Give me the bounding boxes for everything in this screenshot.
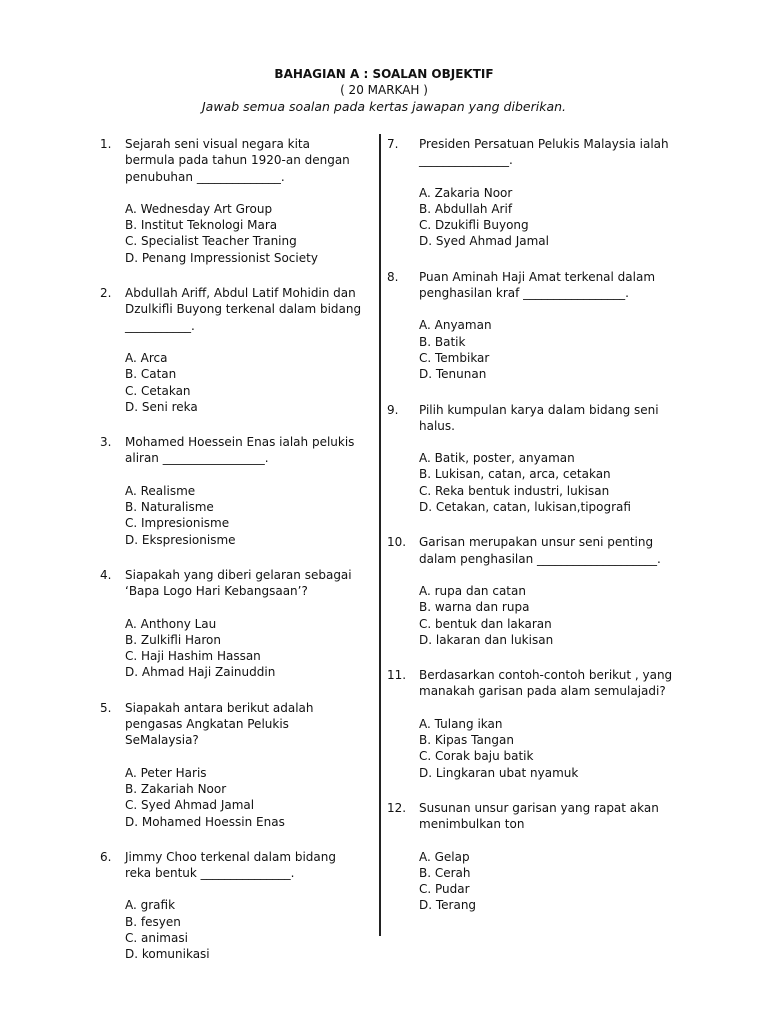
option-a: A. Wednesday Art Group xyxy=(125,201,273,216)
option-c: C. Specialist Teacher Traning xyxy=(125,234,297,249)
option-a: A. Anyaman xyxy=(419,318,492,333)
option-a: A. Realisme xyxy=(125,483,196,498)
option-d: D. Syed Ahmad Jamal xyxy=(419,234,549,249)
question-3 xyxy=(100,434,362,548)
option-d: D. Tenunan xyxy=(419,367,487,382)
option-b: B. Institut Teknologi Mara xyxy=(125,218,278,233)
option-c: C. Reka bentuk industri, lukisan xyxy=(419,483,610,498)
question-number: 9. xyxy=(387,402,399,417)
question-number: 10. xyxy=(387,535,407,550)
option-d: D. Ahmad Haji Zainuddin xyxy=(125,665,276,680)
option-a: A. Batik, poster, anyaman xyxy=(419,451,575,466)
option-b: B. Batik xyxy=(419,334,466,349)
question-text: Mohamed Hoessein Enas ialah pelukis aliran _________________. xyxy=(125,435,355,466)
question-10 xyxy=(387,534,687,648)
option-list xyxy=(100,897,362,962)
option-list xyxy=(387,849,687,914)
option-b: B. Kipas Tangan xyxy=(419,733,514,748)
question-text: Jimmy Choo terkenal dalam bidang reka bentuk _______________. xyxy=(125,849,336,881)
question-text: Sejarah seni visual negara kita bermula pada tahun 1920-an dengan penubuhan ______________. xyxy=(125,137,350,184)
question-number: 3. xyxy=(100,435,112,450)
question-number: 2. xyxy=(100,286,112,301)
option-list xyxy=(100,483,362,548)
question-1 xyxy=(100,136,362,266)
question-11 xyxy=(387,667,687,781)
question-number: 11. xyxy=(387,668,407,683)
question-text: Garisan merupakan unsur seni penting dalam penghasilan ____________________. xyxy=(419,535,661,566)
question-text: Siapakah yang diberi gelaran sebagai ‘Bapa Logo Hari Kebangsaan’? xyxy=(125,567,352,599)
option-b: B. Zakariah Noor xyxy=(125,781,227,796)
question-text: Abdullah Ariff, Abdul Latif Mohidin dan Dzulkifli Buyong terkenal dalam bidang ___________. xyxy=(125,286,362,333)
option-d: D. Seni reka xyxy=(125,399,198,414)
left-question-column xyxy=(100,136,362,982)
option-c: C. Dzukifli Buyong xyxy=(419,218,529,233)
option-d: D. Mohamed Hoessin Enas xyxy=(125,814,285,829)
question-text: Berdasarkan contoh-contoh berikut , yang manakah garisan pada alam semulajadi? xyxy=(419,668,673,699)
marks-label: ( 20 MARKAH ) xyxy=(340,83,428,97)
question-7 xyxy=(387,136,687,250)
option-a: A. Zakaria Noor xyxy=(419,185,513,200)
option-a: A. Gelap xyxy=(419,849,470,864)
question-6 xyxy=(100,849,362,963)
question-text: Siapakah antara berikut adalah pengasas Angkatan Pelukis SeMalaysia? xyxy=(125,700,314,748)
option-d: D. Terang xyxy=(419,898,477,913)
option-c: C. animasi xyxy=(125,930,188,945)
option-c: C. Haji Hashim Hassan xyxy=(125,649,261,664)
option-d: D. komunikasi xyxy=(125,947,210,962)
question-2 xyxy=(100,285,362,415)
option-a: A. grafik xyxy=(125,898,176,913)
question-8 xyxy=(387,269,687,383)
option-c: C. Pudar xyxy=(419,882,470,897)
option-c: C. Corak baju batik xyxy=(419,749,534,764)
option-b: B. Naturalisme xyxy=(125,500,214,515)
option-a: A. Anthony Lau xyxy=(125,616,217,631)
option-c: C. Impresionisme xyxy=(125,516,230,531)
question-5 xyxy=(100,700,362,830)
instruction-text: Jawab semua soalan pada kertas jawapan yang diberikan. xyxy=(201,99,567,114)
question-number: 7. xyxy=(387,137,399,151)
question-number: 12. xyxy=(387,800,407,815)
question-12 xyxy=(387,800,687,914)
option-list xyxy=(387,317,687,382)
option-d: D. Cetakan, catan, lukisan,tipografi xyxy=(419,500,631,515)
option-b: B. Zulkifli Haron xyxy=(125,632,222,647)
question-number: 4. xyxy=(100,567,112,582)
option-c: C. Cetakan xyxy=(125,383,191,398)
option-a: A. Arca xyxy=(125,350,168,365)
option-b: B. Catan xyxy=(125,367,177,382)
section-header xyxy=(0,66,768,116)
question-9 xyxy=(387,402,687,516)
option-a: A. rupa dan catan xyxy=(419,583,526,598)
option-a: A. Tulang ikan xyxy=(419,716,503,731)
question-number: 5. xyxy=(100,700,112,715)
option-list xyxy=(387,185,687,250)
option-c: C. Tembikar xyxy=(419,350,490,365)
option-d: D. Penang Impressionist Society xyxy=(125,250,318,265)
question-number: 8. xyxy=(387,269,399,284)
question-text: Pilih kumpulan karya dalam bidang seni halus. xyxy=(419,402,659,433)
option-b: B. Abdullah Arif xyxy=(419,201,513,216)
option-b: B. warna dan rupa xyxy=(419,600,530,615)
question-text: Puan Aminah Haji Amat terkenal dalam penghasilan kraf _________________. xyxy=(419,269,656,301)
option-list xyxy=(100,201,362,266)
option-c: C. bentuk dan lakaran xyxy=(419,616,552,631)
option-d: D. lakaran dan lukisan xyxy=(419,632,554,647)
option-b: B. fesyen xyxy=(125,914,181,929)
right-question-column xyxy=(387,136,687,933)
option-list xyxy=(387,716,687,781)
option-list xyxy=(387,583,687,648)
option-list xyxy=(100,765,362,830)
question-4 xyxy=(100,567,362,681)
option-d: D. Ekspresionisme xyxy=(125,532,236,547)
question-number: 1. xyxy=(100,137,112,151)
option-d: D. Lingkaran ubat nyamuk xyxy=(419,765,579,780)
column-divider xyxy=(379,134,381,936)
option-list xyxy=(387,450,687,515)
option-a: A. Peter Haris xyxy=(125,765,207,780)
question-number: 6. xyxy=(100,849,112,864)
option-list xyxy=(100,350,362,415)
option-c: C. Syed Ahmad Jamal xyxy=(125,798,255,813)
option-list xyxy=(100,616,362,681)
option-b: B. Cerah xyxy=(419,865,471,880)
question-text: Susunan unsur garisan yang rapat akan menimbulkan ton xyxy=(419,800,659,832)
option-b: B. Lukisan, catan, arca, cetakan xyxy=(419,467,611,482)
section-title: BAHAGIAN A : SOALAN OBJEKTIF xyxy=(274,67,494,81)
question-text: Presiden Persatuan Pelukis Malaysia ialah _______________. xyxy=(419,137,669,168)
